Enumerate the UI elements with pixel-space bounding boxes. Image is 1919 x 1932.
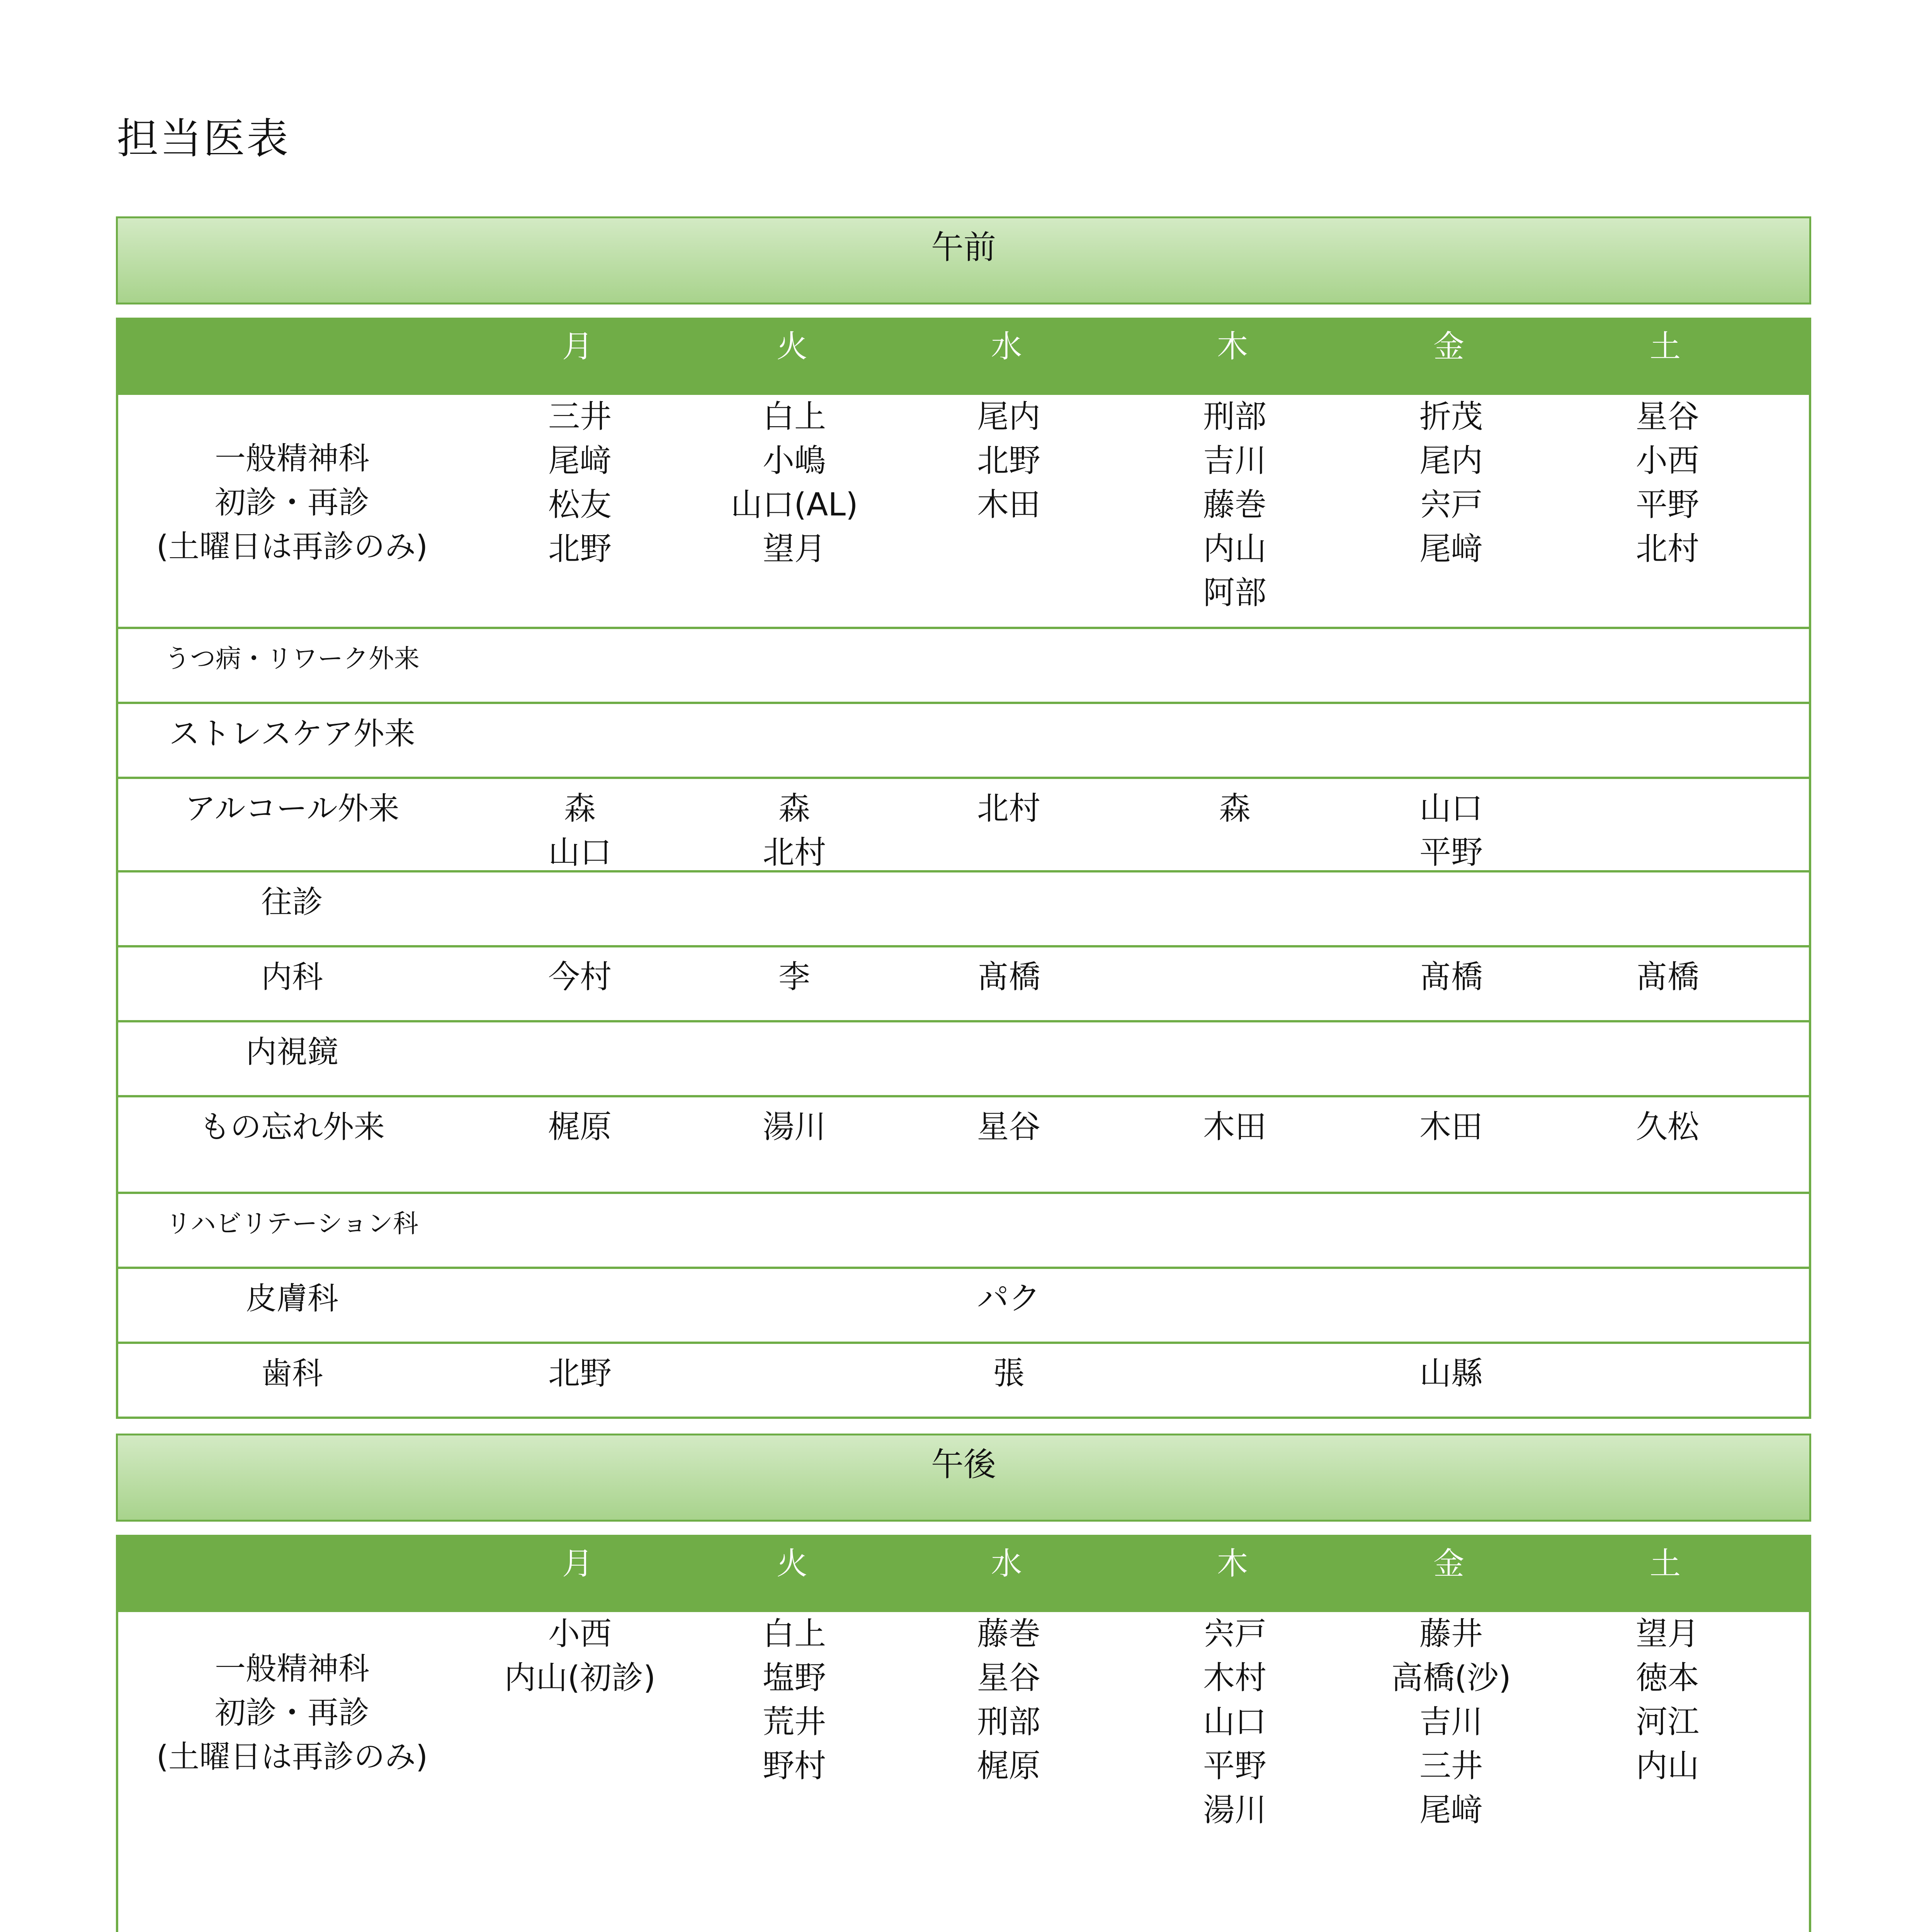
department-label-line: (土曜日は再診のみ) [156, 1739, 428, 1775]
department-label [118, 1202, 466, 1246]
doctor-name: 高橋(沙) [1391, 1660, 1511, 1696]
doctor-cell [548, 787, 612, 875]
doctor-name: 木田 [977, 486, 1041, 523]
am-row-7 [118, 1095, 1809, 1192]
doctor-name: 森 [564, 790, 596, 827]
am-day-0: 月 [562, 328, 593, 364]
doctor-name: 李 [778, 959, 811, 995]
doctor-name: 尾﨑 [1419, 1792, 1483, 1828]
department-label [118, 712, 466, 756]
doctor-name: 尾内 [1419, 442, 1483, 479]
morning-table-body [116, 395, 1811, 1419]
doctor-cell [1203, 395, 1266, 615]
doctor-cell [993, 1352, 1025, 1396]
doctor-name: 久松 [1635, 1109, 1700, 1145]
pm-day-0: 月 [562, 1546, 593, 1582]
doctor-name: 平野 [1635, 486, 1700, 523]
doctor-name: 森 [778, 790, 811, 827]
doctor-name: 藤巻 [977, 1616, 1041, 1652]
department-label [118, 1352, 466, 1396]
am-row-3 [118, 777, 1809, 870]
doctor-cell [1419, 787, 1483, 875]
pm-row-0 [118, 1612, 1809, 1932]
pm-day-1: 火 [777, 1546, 807, 1582]
doctor-cell [778, 955, 810, 999]
doctor-name: 森 [1219, 790, 1251, 827]
department-label-line: 一般精神科 [215, 440, 369, 476]
doctor-cell [1636, 1105, 1699, 1149]
department-label [118, 880, 466, 924]
department-label-line: 初診・再診 [215, 1695, 369, 1731]
doctor-name: 髙橋 [1635, 959, 1700, 995]
doctor-cell [1419, 955, 1483, 999]
morning-schedule [116, 216, 1811, 1419]
department-label-line: うつ病・リワーク外来 [165, 644, 420, 673]
doctor-name: 山口 [1419, 790, 1483, 827]
doctor-name: 星谷 [1635, 398, 1700, 435]
department-label-line: もの忘れ外来 [199, 1109, 385, 1145]
doctor-name: 藤井 [1419, 1616, 1483, 1652]
afternoon-band: 午後 [116, 1434, 1811, 1522]
page-title: 担当医表 [117, 115, 290, 163]
doctor-cell [977, 1105, 1040, 1149]
doctor-name: 木田 [1419, 1109, 1483, 1145]
doctor-name: 北野 [548, 1355, 612, 1392]
doctor-cell [1419, 1105, 1483, 1149]
doctor-name: 星谷 [977, 1660, 1041, 1696]
department-label [118, 1030, 466, 1074]
doctor-name: 野村 [762, 1748, 826, 1784]
doctor-name: 藤巻 [1203, 486, 1267, 523]
doctor-name: 山口 [1203, 1704, 1267, 1740]
doctor-name: 河江 [1635, 1704, 1700, 1740]
doctor-cell [977, 955, 1040, 999]
department-label [118, 437, 466, 569]
department-label-line: 初診・再診 [215, 485, 369, 520]
doctor-name: 阿部 [1203, 575, 1267, 611]
am-day-1: 火 [777, 328, 807, 364]
doctor-name: 山縣 [1419, 1355, 1483, 1392]
doctor-cell [977, 787, 1040, 831]
doctor-name: 今村 [548, 959, 612, 995]
am-row-0 [118, 395, 1809, 627]
doctor-name: 梶原 [548, 1109, 612, 1145]
am-row-2 [118, 702, 1809, 777]
doctor-name: 刑部 [1203, 398, 1267, 435]
doctor-name: 小西 [548, 1616, 612, 1652]
doctor-cell [548, 955, 612, 999]
department-label [118, 637, 466, 681]
doctor-name: 木田 [1203, 1109, 1267, 1145]
am-row-10 [118, 1342, 1809, 1417]
department-label-line: (土曜日は再診のみ) [156, 529, 428, 565]
doctor-cell [1419, 1352, 1483, 1396]
doctor-name: 三井 [1419, 1748, 1483, 1784]
pm-day-2: 水 [991, 1546, 1022, 1582]
department-label-line: 歯科 [261, 1355, 323, 1391]
doctor-name: 刑部 [977, 1704, 1041, 1740]
department-label [118, 1105, 466, 1149]
doctor-name: 白上 [762, 398, 826, 435]
doctor-name: 小西 [1635, 442, 1700, 479]
doctor-cell [1636, 955, 1699, 999]
doctor-cell [548, 1105, 612, 1149]
doctor-name: 内山(初診) [504, 1660, 656, 1696]
doctor-cell [1203, 1612, 1266, 1832]
am-day-4: 金 [1433, 328, 1464, 364]
doctor-name: 山口(AL) [731, 486, 858, 523]
doctor-name: 内山 [1203, 531, 1267, 567]
department-label-line: アルコール外来 [185, 791, 399, 827]
doctor-name: 髙橋 [1419, 959, 1483, 995]
morning-day-header [116, 318, 1811, 395]
doctor-name: 北村 [762, 834, 826, 871]
doctor-name: 木村 [1203, 1660, 1267, 1696]
department-label [118, 955, 466, 999]
doctor-name: 松友 [548, 486, 612, 523]
doctor-name: 張 [993, 1355, 1025, 1392]
doctor-name: 梶原 [977, 1748, 1041, 1784]
doctor-cell [1636, 395, 1699, 571]
morning-band: 午前 [116, 216, 1811, 304]
am-day-5: 土 [1650, 328, 1681, 364]
department-label-line: 皮膚科 [246, 1281, 338, 1316]
doctor-name: 徳本 [1635, 1660, 1700, 1696]
pm-day-5: 土 [1650, 1546, 1681, 1582]
doctor-name: 荒井 [762, 1704, 826, 1740]
doctor-name: 尾﨑 [548, 442, 612, 479]
am-row-1 [118, 627, 1809, 702]
doctor-name: 北村 [977, 790, 1041, 827]
doctor-name: 山口 [548, 834, 612, 871]
doctor-cell [1203, 1105, 1266, 1149]
department-label-line: 一般精神科 [215, 1651, 369, 1687]
doctor-name: 内山 [1635, 1748, 1700, 1784]
department-label [118, 1277, 466, 1321]
am-row-6 [118, 1020, 1809, 1095]
doctor-name: 吉川 [1203, 442, 1267, 479]
doctor-cell [977, 395, 1040, 527]
doctor-name: 北野 [977, 442, 1041, 479]
doctor-name: 宍戸 [1203, 1616, 1267, 1652]
doctor-name: 湯川 [1203, 1792, 1267, 1828]
pm-day-4: 金 [1433, 1546, 1464, 1582]
department-label [118, 787, 466, 831]
doctor-name: パク [977, 1280, 1041, 1317]
doctor-name: 髙橋 [977, 959, 1041, 995]
department-label-line: 内科 [261, 959, 323, 995]
department-label-line: リハビリテーション科 [165, 1209, 419, 1238]
doctor-name: 尾﨑 [1419, 531, 1483, 567]
doctor-name: 小嶋 [762, 442, 826, 479]
am-day-2: 水 [991, 328, 1022, 364]
am-row-8 [118, 1192, 1809, 1267]
department-label-line: 往診 [261, 884, 323, 920]
doctor-name: 湯川 [762, 1109, 826, 1145]
doctor-name: 北村 [1635, 531, 1700, 567]
doctor-cell [548, 395, 612, 571]
doctor-cell [1391, 1612, 1511, 1832]
am-row-9 [118, 1267, 1809, 1342]
department-label-line: ストレスケア外来 [169, 716, 415, 752]
doctor-cell [731, 395, 858, 571]
doctor-name: 塩野 [762, 1660, 826, 1696]
doctor-cell [977, 1277, 1040, 1321]
doctor-name: 吉川 [1419, 1704, 1483, 1740]
doctor-cell [1636, 1612, 1699, 1788]
doctor-name: 宍戸 [1419, 486, 1483, 523]
afternoon-day-header [116, 1535, 1811, 1612]
doctor-cell [763, 1612, 826, 1788]
doctor-name: 望月 [1635, 1616, 1700, 1652]
doctor-cell [1419, 395, 1483, 571]
department-label-line: 内視鏡 [246, 1034, 338, 1070]
afternoon-schedule [116, 1434, 1811, 1932]
afternoon-table-body [116, 1612, 1811, 1932]
doctor-cell [548, 1352, 612, 1396]
am-row-5 [118, 945, 1809, 1020]
doctor-cell [763, 1105, 826, 1149]
department-label [118, 1647, 466, 1779]
doctor-name: 白上 [762, 1616, 826, 1652]
doctor-name: 星谷 [977, 1109, 1041, 1145]
doctor-cell [1219, 787, 1251, 831]
doctor-name: 望月 [762, 531, 826, 567]
doctor-name: 平野 [1203, 1748, 1267, 1784]
doctor-name: 北野 [548, 531, 612, 567]
am-row-4 [118, 870, 1809, 945]
doctor-name: 平野 [1419, 834, 1483, 871]
doctor-name: 折茂 [1419, 398, 1483, 435]
pm-day-3: 木 [1217, 1546, 1248, 1582]
doctor-cell [504, 1612, 656, 1700]
doctor-name: 三井 [548, 398, 612, 435]
doctor-cell [763, 787, 826, 875]
doctor-name: 尾内 [977, 398, 1041, 435]
am-day-3: 木 [1217, 328, 1248, 364]
doctor-cell [977, 1612, 1040, 1788]
